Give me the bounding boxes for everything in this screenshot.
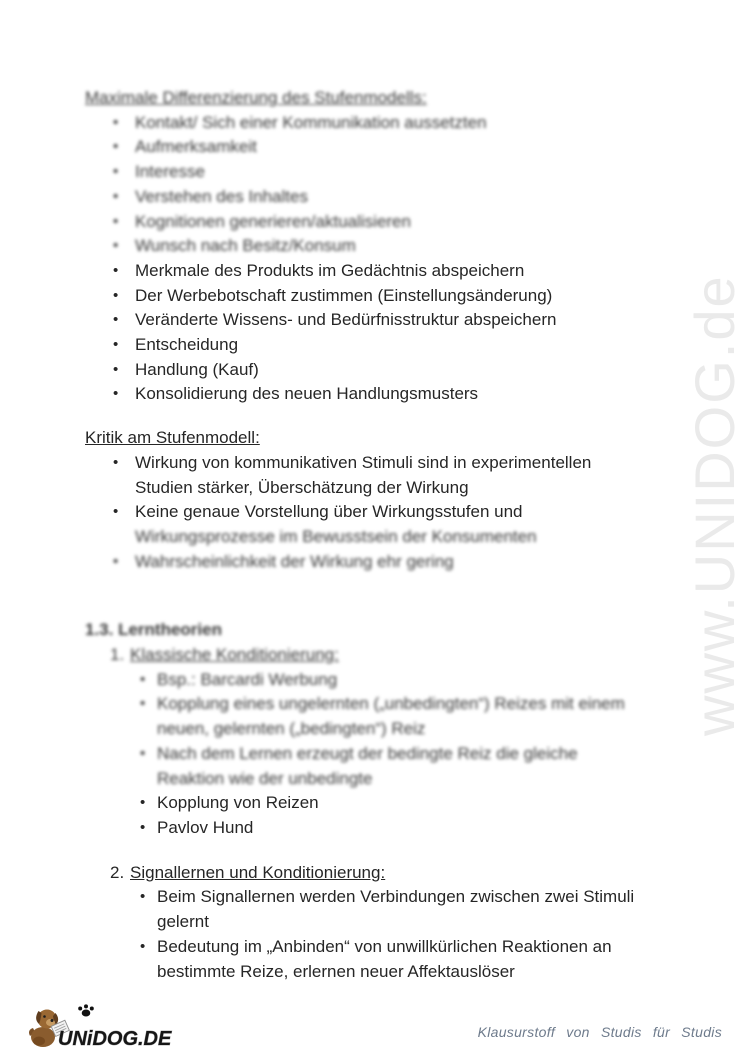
list-number: 2.	[110, 862, 125, 882]
list-item-text: Der Werbebotschaft zustimmen (Einstellungsänderung)	[135, 285, 553, 305]
bullet-icon: •	[113, 385, 119, 403]
list-item-text: Keine genaue Vorstellung über Wirkungsstufen und	[135, 502, 523, 522]
heading-maximale-differenzierung: Maximale Differenzierung des Stufenmodells:	[85, 88, 427, 107]
bullet-icon: •	[140, 695, 146, 713]
list-item-text: neuen, gelernten („bedingten“) Reiz	[157, 719, 426, 739]
list-item	[85, 742, 705, 791]
bullet-icon: •	[113, 113, 119, 131]
paw-print-icon	[78, 1004, 94, 1016]
list-item	[85, 185, 705, 210]
bullet-icon: •	[140, 794, 146, 812]
list-item-text: Kontakt/ Sich einer Kommunikation aussetzten	[135, 112, 487, 132]
footer-tagline: Klausurstoff von Studis für Studis	[477, 1024, 722, 1040]
list-item-text: Bedeutung im „Anbinden“ von unwillkürlichen Reaktionen an	[157, 936, 612, 956]
bullet-icon: •	[113, 503, 119, 521]
list-item	[85, 816, 705, 841]
list-item-text: gelernt	[157, 912, 209, 932]
list-item-text: Konsolidierung des neuen Handlungsmusters	[135, 384, 479, 404]
list-item-text: Bsp.: Barcardi Werbung	[157, 669, 338, 689]
list-item	[85, 935, 705, 984]
bullet-icon: •	[113, 552, 119, 570]
list-item-text: bestimmte Reize, erlernen neuer Affektauslöser	[157, 961, 515, 981]
list-item-text: Wirkung von kommunikativen Stimuli sind in experimentellen	[135, 452, 592, 472]
list-item	[85, 791, 705, 816]
list-item	[85, 692, 705, 741]
list-item	[85, 358, 705, 383]
bullet-icon: •	[113, 138, 119, 156]
numbered-item-title: Klassische Konditionierung:	[130, 645, 339, 665]
list-item	[85, 234, 705, 259]
bullet-icon: •	[140, 888, 146, 906]
section-gap	[85, 841, 705, 861]
list-item-text: Reaktion wie der unbedingte	[157, 768, 373, 788]
list-item-text: Interesse	[135, 162, 205, 182]
bullet-icon: •	[140, 744, 146, 762]
heading-lerntheorien: 1.3. Lerntheorien	[85, 620, 222, 640]
bullet-icon: •	[113, 163, 119, 181]
list-item-text: Aufmerksamkeit	[135, 137, 257, 157]
bullet-icon: •	[113, 261, 119, 279]
list-item-text: Nach dem Lernen erzeugt der bedingte Reiz die gleiche	[157, 743, 578, 763]
list-item-text: Wirkungsprozesse im Bewusstsein der Konsumenten	[135, 526, 537, 546]
list-item-text: Merkmale des Produkts im Gedächtnis abspeichern	[135, 260, 525, 280]
numbered-item	[85, 861, 705, 886]
bullet-icon: •	[113, 336, 119, 354]
list-item-text: Pavlov Hund	[157, 817, 254, 837]
section-gap	[85, 407, 705, 426]
bullet-icon: •	[113, 311, 119, 329]
list-item-text: Handlung (Kauf)	[135, 359, 259, 379]
list-item-text: Studien stärker, Überschätzung der Wirkung	[135, 477, 469, 497]
list-item	[85, 160, 705, 185]
list-item-text: Veränderte Wissens- und Bedürfnisstruktur abspeichern	[135, 310, 557, 330]
list-item	[85, 885, 705, 934]
list-item	[85, 382, 705, 407]
bullet-icon: •	[113, 360, 119, 378]
unidog-logo	[28, 1002, 198, 1052]
logo-text: UNiDOG.DE	[58, 1028, 172, 1050]
list-item	[85, 135, 705, 160]
list-item	[85, 500, 705, 549]
bullet-icon: •	[113, 453, 119, 471]
list-item	[85, 284, 705, 309]
bullet-icon: •	[113, 212, 119, 230]
bullet-icon: •	[140, 818, 146, 836]
list-item	[85, 259, 705, 284]
section-gap	[85, 574, 705, 618]
list-item-text: Kopplung eines ungelernten („unbedingten“) Reizes mit einem	[157, 694, 625, 714]
list-item	[85, 333, 705, 358]
list-item	[85, 111, 705, 136]
list-item	[85, 451, 705, 500]
list-item	[85, 308, 705, 333]
bullet-icon: •	[140, 937, 146, 955]
list-number: 1.	[110, 645, 125, 665]
list-item	[85, 668, 705, 693]
list-item-text: Kopplung von Reizen	[157, 793, 319, 813]
bullet-icon: •	[140, 670, 146, 688]
list-item-text: Beim Signallernen werden Verbindungen zwischen zwei Stimuli	[157, 887, 635, 907]
numbered-item-title: Signallernen und Konditionierung:	[130, 862, 386, 882]
list-item-text: Verstehen des Inhaltes	[135, 186, 308, 206]
list-item-text: Wahrscheinlichkeit der Wirkung ehr gering	[135, 551, 454, 571]
document-content	[85, 86, 705, 984]
heading-kritik-am-stufenmodell: Kritik am Stufenmodell:	[85, 428, 260, 448]
list-item-text: Entscheidung	[135, 335, 239, 355]
unidog-watermark: www.UNIDOG.de	[683, 274, 746, 736]
bullet-icon: •	[113, 286, 119, 304]
bullet-icon: •	[113, 187, 119, 205]
list-item-text: Kognitionen generieren/aktualisieren	[135, 211, 411, 231]
list-item	[85, 550, 705, 575]
list-item-text: Wunsch nach Besitz/Konsum	[135, 236, 356, 256]
bullet-icon: •	[113, 237, 119, 255]
list-item	[85, 210, 705, 235]
numbered-item	[85, 643, 705, 668]
